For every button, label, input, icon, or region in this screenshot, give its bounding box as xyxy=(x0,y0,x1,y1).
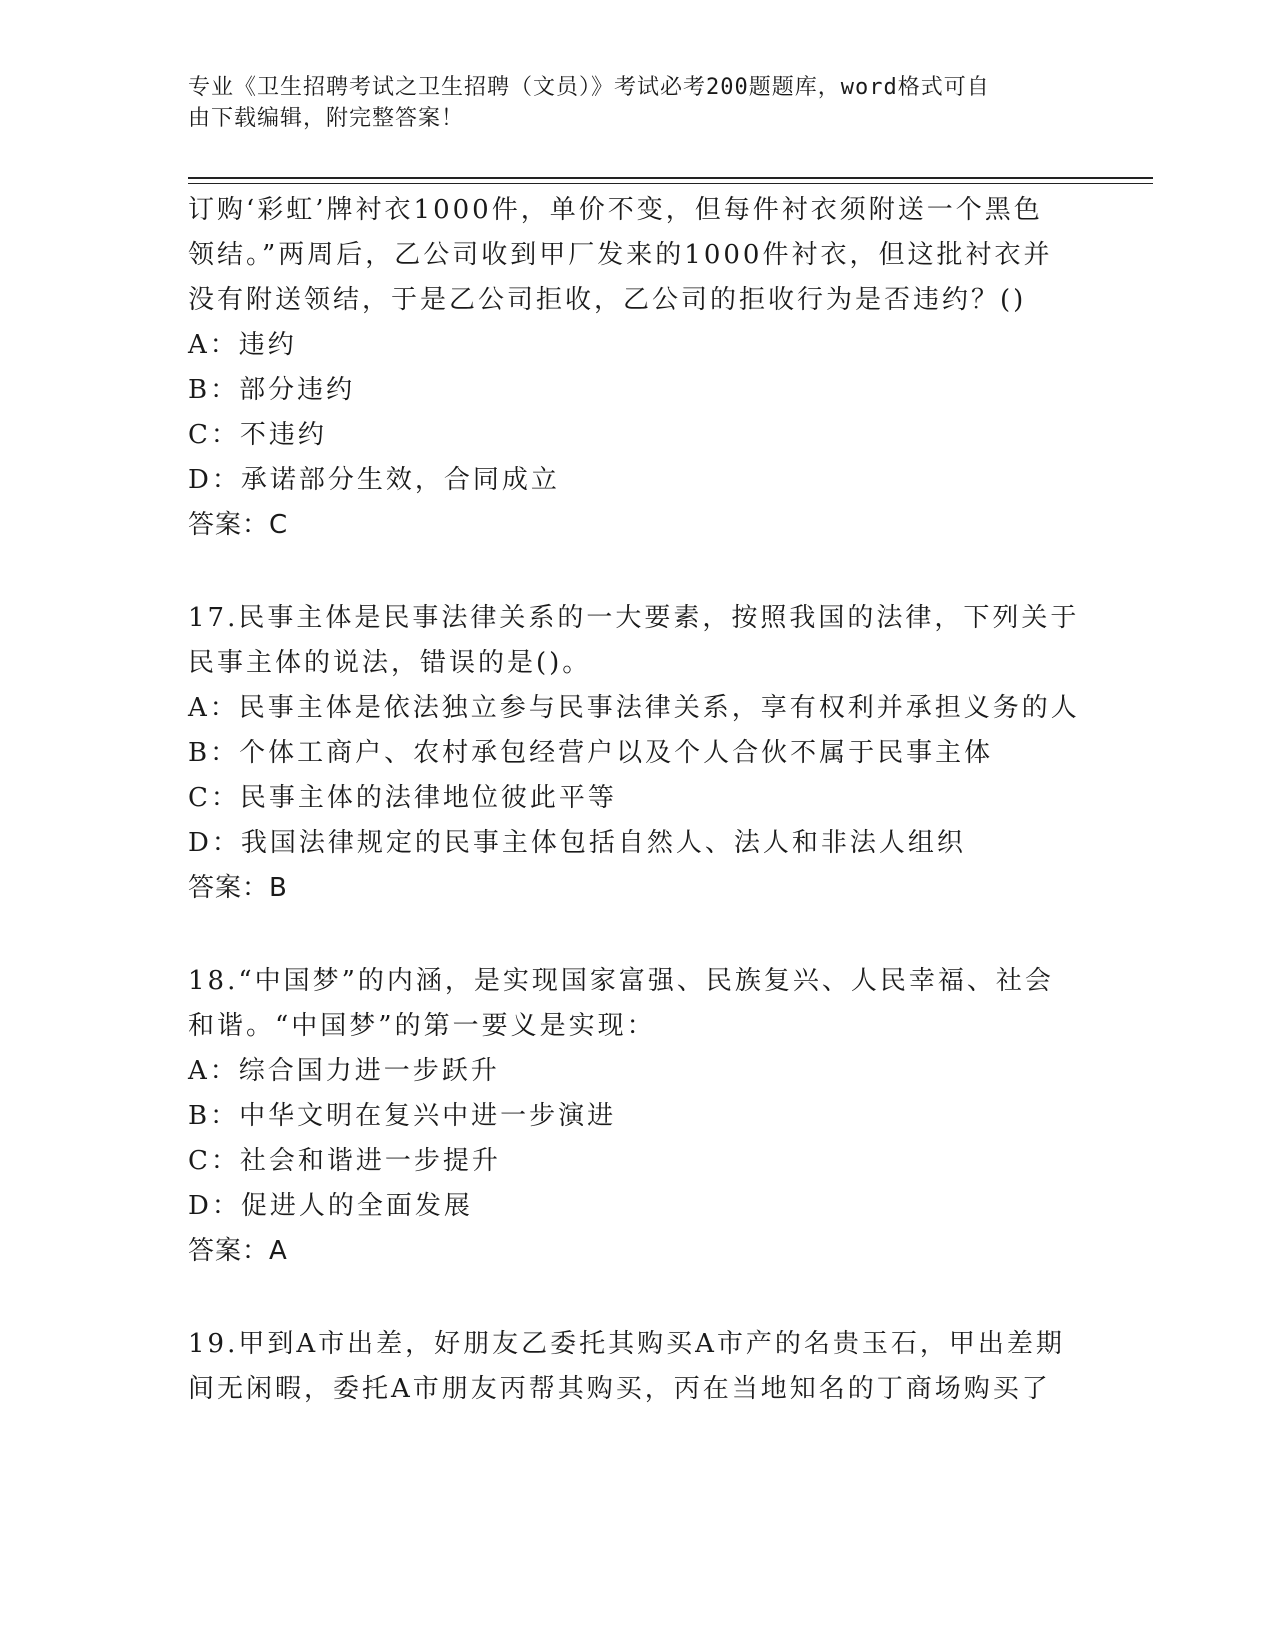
question-16-line-2: 领结。”两周后，乙公司收到甲厂发来的1000件衬衣，但这批衬衣并 xyxy=(188,240,1053,270)
question-16-line-1: 订购‘彩虹’牌衬衣1000件，单价不变，但每件衬衣须附送一个黑色 xyxy=(188,195,1043,225)
question-17-option-a: A：民事主体是依法独立参与民事法律关系，享有权利并承担义务的人 xyxy=(188,693,1080,723)
question-16-option-a: A：违约 xyxy=(188,330,297,360)
question-17 xyxy=(188,596,1088,911)
question-17-line-2: 民事主体的说法，错误的是()。 xyxy=(188,648,592,678)
header-divider-thin xyxy=(188,183,1153,184)
question-18-answer: 答案：A xyxy=(188,1236,288,1266)
question-17-line-1: 17.民事主体是民事法律关系的一大要素，按照我国的法律，下列关于 xyxy=(188,603,1080,633)
header-line-1: 专业《卫生招聘考试之卫生招聘（文员）》考试必考200题题库，word格式可自 xyxy=(188,75,990,100)
question-18-option-a: A：综合国力进一步跃升 xyxy=(188,1056,500,1086)
question-17-option-b: B：个体工商户、农村承包经营户以及个人合伙不属于民事主体 xyxy=(188,738,994,768)
question-19-line-1: 19.甲到A市出差，好朋友乙委托其购买A市产的名贵玉石，甲出差期 xyxy=(188,1329,1065,1359)
question-17-option-c: C：民事主体的法律地位彼此平等 xyxy=(188,783,617,813)
question-18-option-d: D：促进人的全面发展 xyxy=(188,1191,473,1221)
question-17-option-d: D：我国法律规定的民事主体包括自然人、法人和非法人组织 xyxy=(188,828,966,858)
question-18-line-2: 和谐。“中国梦”的第一要义是实现： xyxy=(188,1011,656,1041)
question-18-line-1: 18.“中国梦”的内涵，是实现国家富强、民族复兴、人民幸福、社会 xyxy=(188,966,1054,996)
document-header xyxy=(188,72,1088,134)
question-17-answer: 答案：B xyxy=(188,873,288,903)
question-16-line-3: 没有附送领结，于是乙公司拒收，乙公司的拒收行为是否违约？() xyxy=(188,285,1027,315)
question-19 xyxy=(188,1322,1088,1412)
question-16 xyxy=(188,188,1088,548)
question-16-answer: 答案：C xyxy=(188,510,289,540)
page-content xyxy=(188,188,1088,1412)
question-18-option-b: B：中华文明在复兴中进一步演进 xyxy=(188,1101,617,1131)
question-16-option-b: B：部分违约 xyxy=(188,375,356,405)
question-18 xyxy=(188,959,1088,1274)
question-16-option-c: C：不违约 xyxy=(188,420,327,450)
header-line-2: 由下载编辑，附完整答案！ xyxy=(188,106,465,131)
question-18-option-c: C：社会和谐进一步提升 xyxy=(188,1146,501,1176)
question-19-line-2: 间无闲暇，委托A市朋友丙帮其购买，丙在当地知名的丁商场购买了 xyxy=(188,1374,1051,1404)
header-divider-thick xyxy=(188,177,1153,179)
question-16-option-d: D：承诺部分生效，合同成立 xyxy=(188,465,560,495)
